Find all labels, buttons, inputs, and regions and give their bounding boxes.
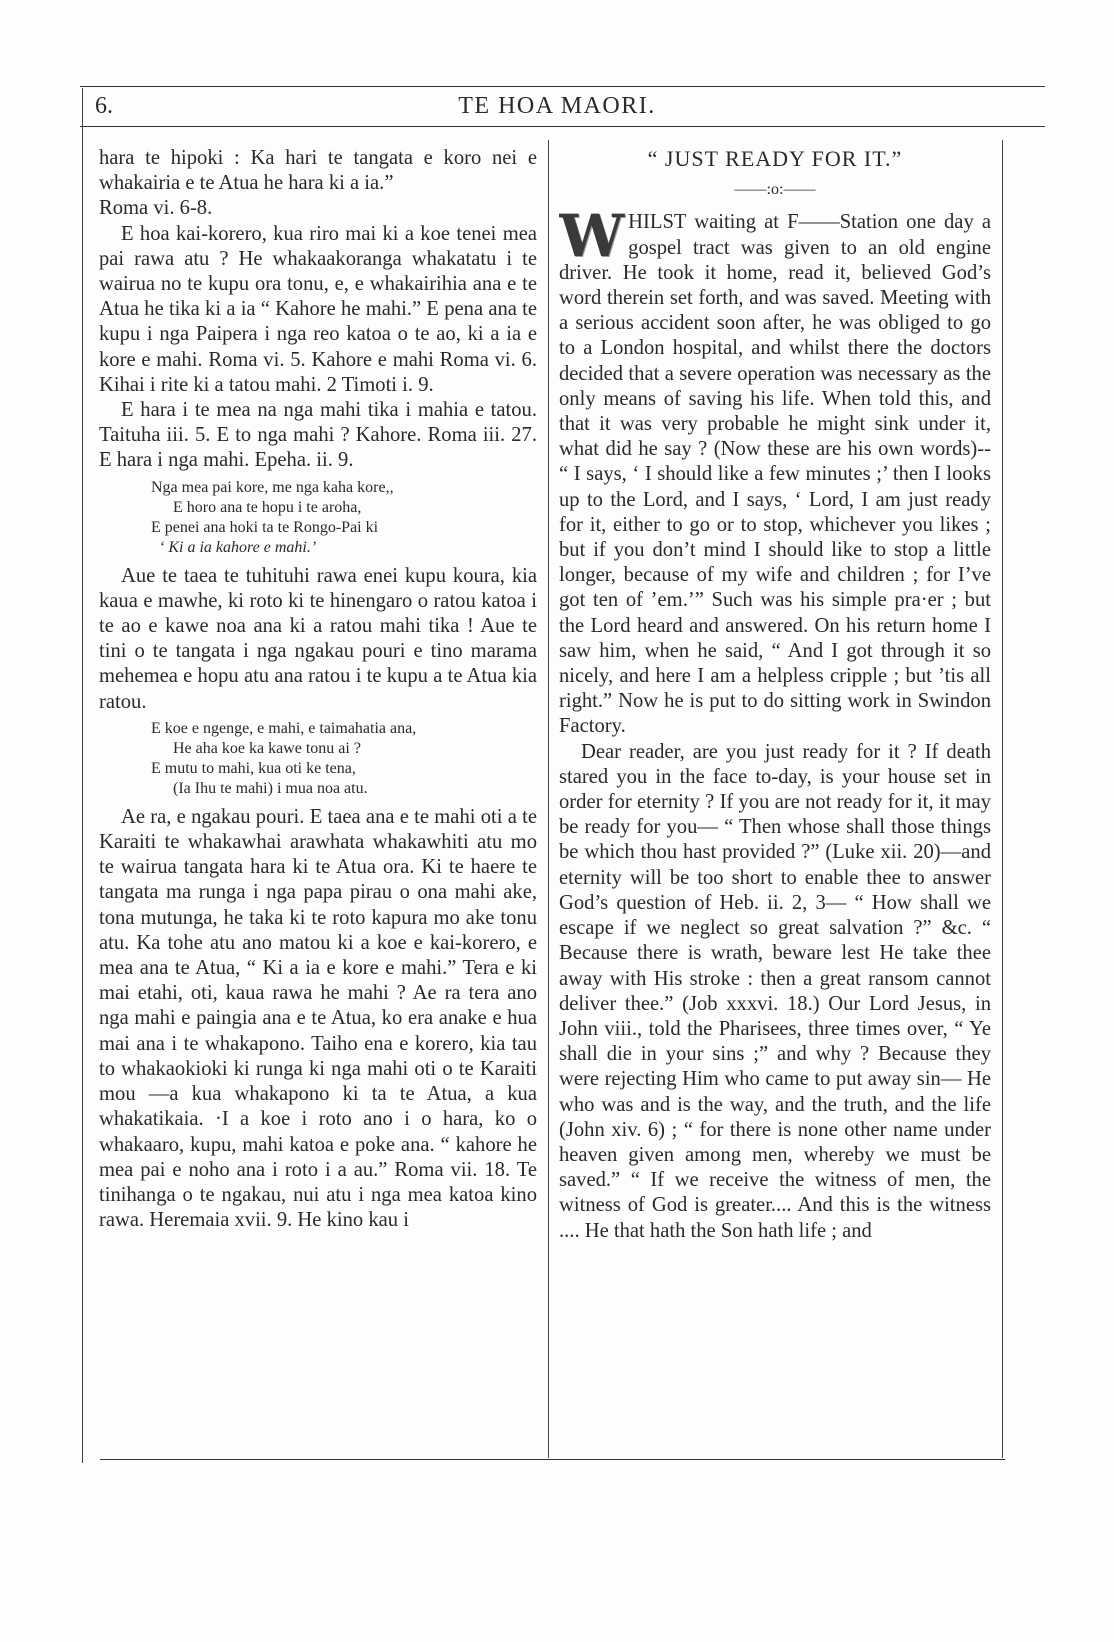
- verse-2: [151, 719, 537, 799]
- header-bottom-rule: [80, 126, 1045, 127]
- verse-1-line: E horo ana te hopu i te aroha,: [173, 498, 362, 516]
- verse-2-line: He aha koe ka kawe tonu ai ?: [173, 739, 361, 757]
- left-border-rule: [82, 88, 83, 1463]
- verse-1-line: E penei ana hoki ta te Rongo-Pai ki: [151, 518, 379, 536]
- right-paragraph-1-text: HILST waiting at F——Station one day a gospel tract was given to an old engine driver. He took it home, read it, believed God’s word therein set forth, and was saved. Meeting with a serious accident soon after, he was obliged to go to a London hospital, and whilst there the doctors decided that a severe operation was necessary as the only means of saving his life. When told this, and that it was very probable he might sink under it, what did he say ? (Now these are his own words)-- “ I says, ‘ I should like a few minutes ;’ then I looks up to the Lord, and I says, ‘ Lord, I am just ready for it, either to go or to stop, whichever you likes ; but if you don’t mind I should like to stop a little longer, because of my wife and children ; for I’ve got ten of ’em.’” Such was his simple pra·er ; but the Lord heard and answered. On his return home I saw him, when he said, “ And I got through it so nicely, and here I am a helpless cripple ; but ’tis all right.” Now he is put to do sitting work in Swindon Factory.: [559, 211, 991, 738]
- left-paragraph-1: [99, 146, 537, 222]
- ornamental-divider: ——:o:——: [734, 181, 816, 199]
- left-paragraph-1-text: hara te hipoki : Ka hari te tangata e koro nei e whakairia e te Atua he hara ki a ia.”: [99, 147, 537, 195]
- drop-cap: W: [559, 202, 623, 271]
- verse-1-line: ‘ Ki a ia kahore e mahi.’: [159, 538, 317, 556]
- header-top-rule: [80, 86, 1045, 87]
- left-paragraph-2: E hoa kai-korero, kua riro mai ki a koe tenei mea pai rawa atu ? He whakaakoranga whakatatu i te wairua no te kupu ora tonu, e, e whakairihia ana e te Atua he tika ki a ia “ Kahore he mahi.” E pena ana te kupu i nga Paipera i nga reo katoa o te ao, ki a ia e kore e mahi. Roma vi. 5. Kahore e mahi Roma vi. 6. Kihai i rite ki a tatou mahi. 2 Timoti i. 9.: [99, 222, 537, 396]
- column-divider: [548, 140, 549, 1458]
- left-paragraph-1-reference: Roma vi. 6-8.: [99, 197, 213, 220]
- page-number: 6.: [95, 93, 113, 119]
- right-border-rule: [1002, 140, 1003, 1458]
- verse-2-line: E koe e ngenge, e mahi, e taimahatia ana,: [151, 719, 417, 737]
- left-column: [99, 146, 537, 1446]
- verse-1-line: Nga mea pai kore, me nga kaha kore,,: [151, 478, 394, 496]
- footer-rule: [100, 1459, 1005, 1460]
- left-paragraph-4: Aue te taea te tuhituhi rawa enei kupu koura, kia kaua e mawhe, ki roto ki te hinengaro o ratou katoa i te ao e kawe noa ana ki a ratou mahi tika ! Aue te tini o te tangata i nga ngakau pouri e tino marama mehemea e hopu atu ana ratou i te kupu a te Atua kia ratou.: [99, 564, 537, 713]
- right-paragraph-2: Dear reader, are you just ready for it ? If death stared you in the face to-day, is your house set in order for eternity ? If you are not ready for it, it may be ready for you— “ Then whose shall those things be which thou hast provided ?” (Luke xii. 20)—and eternity will be too short to enable thee to answer God’s question of Heb. ii. 2, 3— “ How shall we escape if we neglect so great salvation ?” &c. “ Because there is wrath, beware lest He take thee away with His stroke : then a great ransom cannot deliver thee.” (Job xxxvi. 18.) Our Lord Jesus, in John viii., told the Pharisees, three times over, “ Ye shall die in your sins ;” and why ? Because they were rejecting Him who came to put away sin— He who was and is the way, and the truth, and the life (John xiv. 6) ; “ for there is none other name under heaven given among men, whereby we must be saved.” “ If we receive the witness of men, the witness of God is greater.... And this is the witness .... He that hath the Son hath life ; and: [559, 740, 991, 1242]
- left-paragraph-5: Ae ra, e ngakau pouri. E taea ana e te mahi oti a te Karaiti te whakawhai arawhata whakawhiti atu mo te wairua tangata hara ki te Atua ora. Ki te haere te tangata ma runga i nga papa pirau o ona mahi ake, tona mutunga, he taka ki te roto kapura mo ake tonu atu. Ka tohe atu ano matou ki a koe e kai-korero, e mea ana te Atua, “ Ki a ia e kore e mahi.” Tera e ki mai etahi, oti, kaua rawa he mahi ? Ae ra tera ano nga mahi e paingia ana e te Atua, ko era anake e hua mai ana i te whakapono. Taiho ena e korero, kia tau to whakaokioki ki runga ki nga mahi oti o te Karaiti mou —a kua whakapono ki ta te Atua, a kua whakatikaia. ·I a koe i roto ano i o hara, ko o whakaaro, kupu, mahi katoa e poke ana. “ kahore he mea pai e noho ana i roto i a au.” Roma vii. 18. Te tinihanga o te ngakau, nui atu i nga mea katoa kino rawa. Heremaia xvii. 9. He kino kau i: [99, 805, 537, 1232]
- left-paragraph-3: E hara i te mea na nga mahi tika i mahia e tatou. Taituha iii. 5. E to nga mahi ? Kahore. Roma iii. 27. E hara i nga mahi. Epeha. ii. 9.: [99, 399, 537, 472]
- verse-2-line: E mutu to mahi, kua oti ke tena,: [151, 759, 356, 777]
- running-title: TE HOA MAORI.: [458, 93, 656, 119]
- article-title: “ JUST READY FOR IT.”: [647, 146, 903, 171]
- right-column: [559, 146, 991, 1446]
- verse-2-line: (Ia Ihu te mahi) i mua noa atu.: [173, 779, 368, 797]
- verse-1: [151, 478, 537, 558]
- right-paragraph-1: [559, 202, 991, 739]
